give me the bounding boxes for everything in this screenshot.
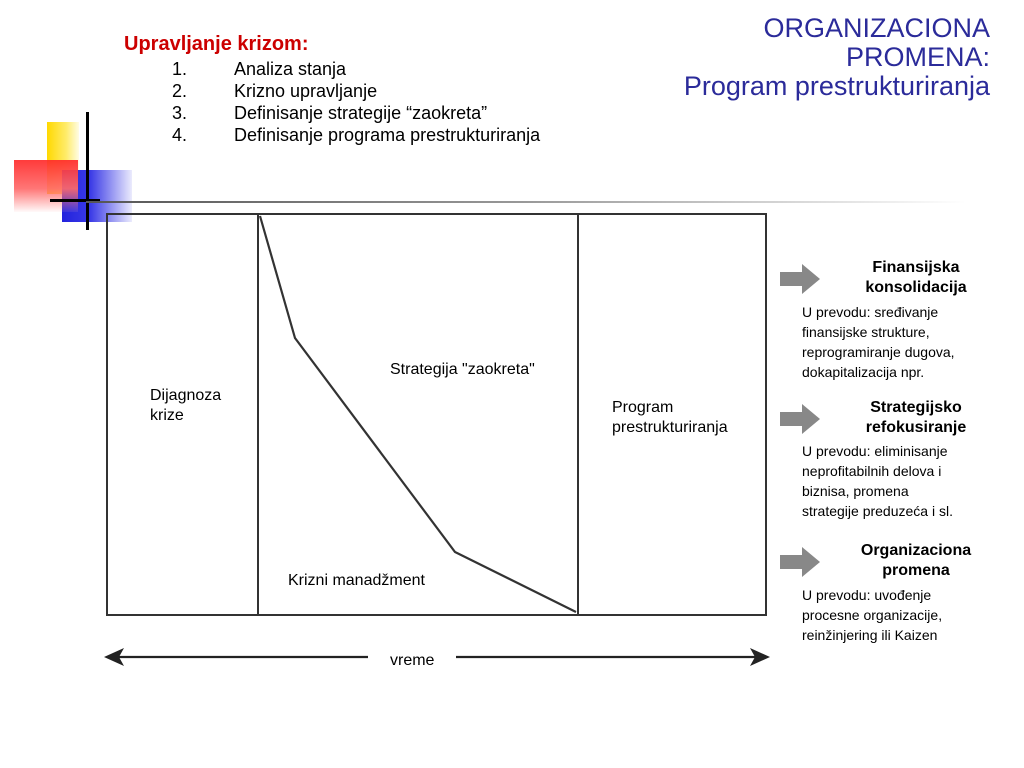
diagnosis-label: Dijagnoza krize <box>150 387 222 424</box>
list-item-text: Definisanje programa prestrukturiranja <box>234 125 541 145</box>
list-item-number: 1. <box>172 59 188 79</box>
title-line-2: PROMENA: <box>845 42 990 72</box>
time-label: vreme <box>390 652 435 669</box>
outcome-description: U prevodu: uvođenje procesne organizacije, reinžinjering ili Kaizen <box>802 587 943 643</box>
arrow-right-icon <box>780 404 820 434</box>
list-item-number: 2. <box>172 81 188 101</box>
crisis-management-label: Krizni manadžment <box>288 572 425 589</box>
crisis-curve <box>260 216 576 612</box>
list-item-text: Analiza stanja <box>234 59 347 79</box>
list-item-text: Krizno upravljanje <box>234 81 378 101</box>
arrow-right-icon <box>780 547 820 577</box>
list-item-text: Definisanje strategije “zaokreta” <box>234 103 488 123</box>
list-item-number: 4. <box>172 125 188 145</box>
outcome-title: Finansijska konsolidacija <box>865 259 967 296</box>
list-item-number: 3. <box>172 103 188 123</box>
title-line-1: ORGANIZACIONA <box>763 13 990 43</box>
strategy-label: Strategija "zaokreta" <box>390 361 535 378</box>
outcome-description: U prevodu: sređivanje finansijske strukture, reprogramiranje dugova, dokapitalizacija npr. <box>802 304 955 380</box>
program-label: Program prestrukturiranja <box>612 399 728 436</box>
outcome-description: U prevodu: eliminisanje neprofitabilnih delova i biznisa, promena strategije preduzeća i sl. <box>802 443 953 519</box>
crisis-heading: Upravljanje krizom: <box>124 33 309 55</box>
title-line-3: Program prestrukturiranja <box>683 71 990 101</box>
outcome-title: Strategijsko refokusiranje <box>865 399 967 436</box>
outcome-title: Organizaciona promena <box>860 542 972 579</box>
arrow-right-icon <box>780 264 820 294</box>
